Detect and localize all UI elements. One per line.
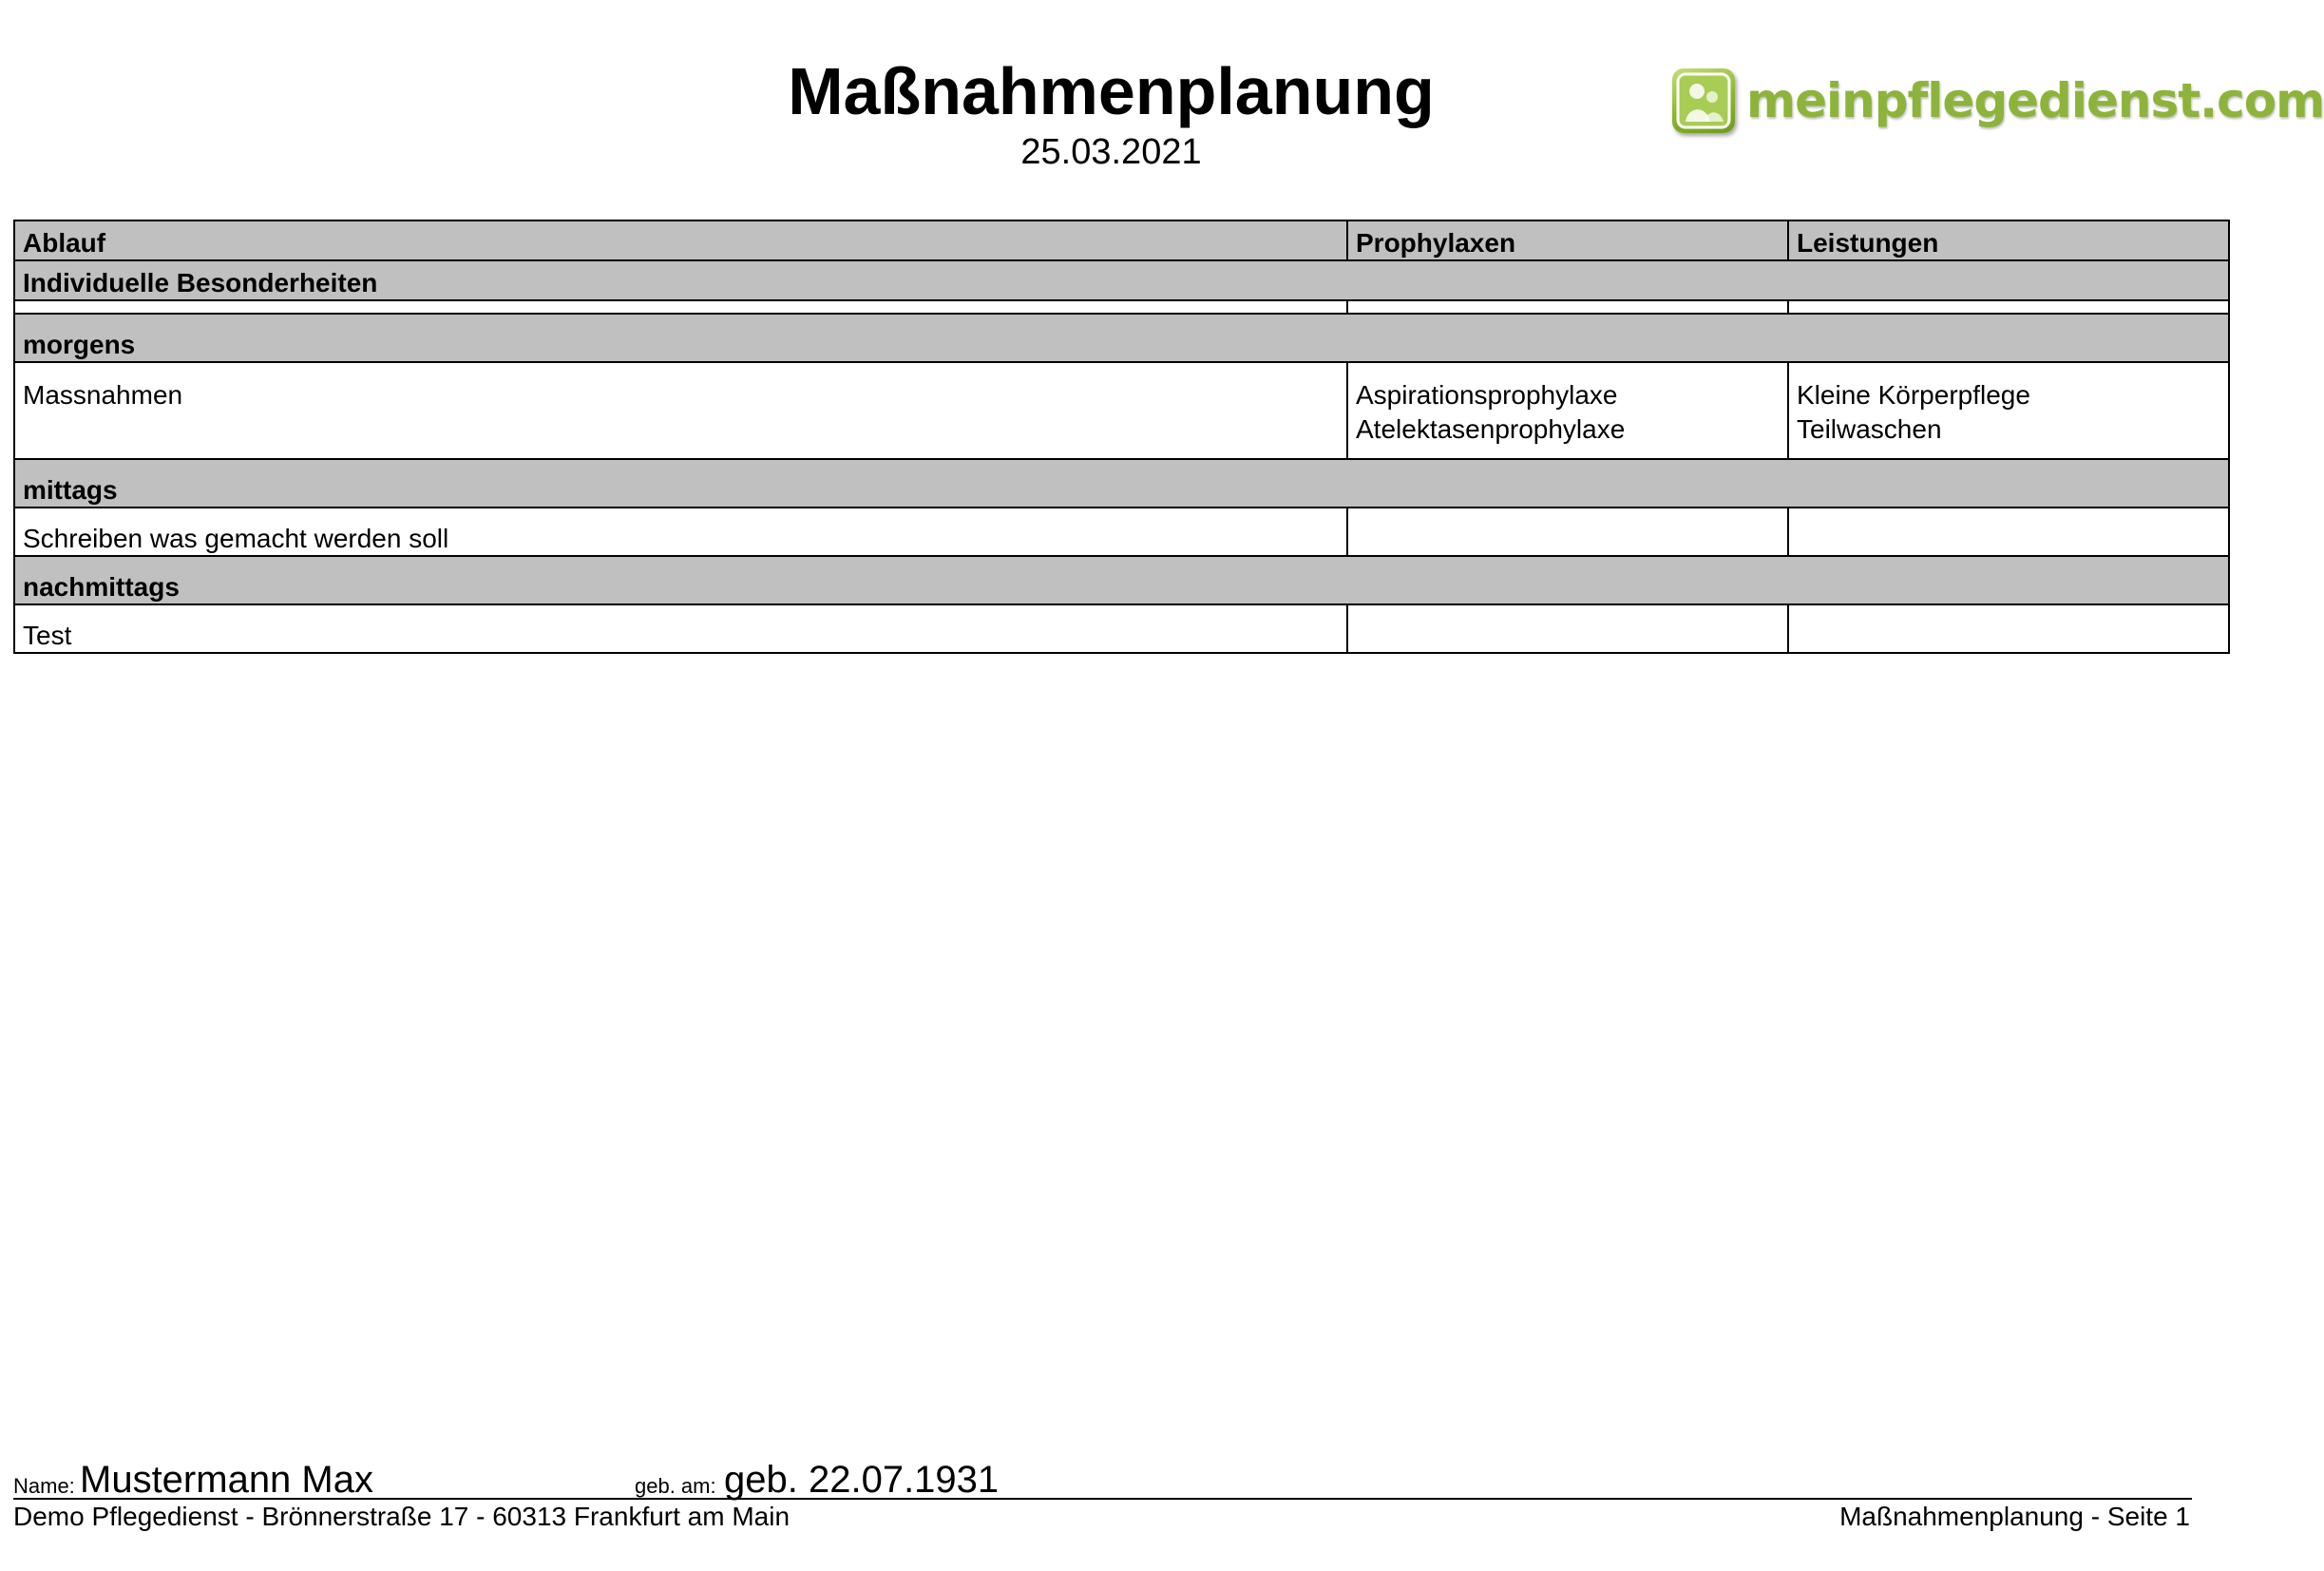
cell-leistungen: [1788, 604, 2229, 653]
company-address: Demo Pflegedienst - Brönnerstraße 17 - 60313 Frankfurt am Main: [13, 1502, 791, 1531]
section-label: Individuelle Besonderheiten: [14, 260, 2229, 300]
section-label: mittags: [14, 459, 2229, 508]
table-header-row: [14, 220, 2229, 260]
page-title: Maßnahmenplanung: [788, 54, 1435, 128]
table-row: [14, 604, 2229, 653]
cell-prophylaxen: [1347, 362, 1788, 459]
page-number: Maßnahmenplanung - Seite 1: [1839, 1502, 2190, 1531]
logo-text: meinpflegedienst.com: [1746, 73, 2324, 128]
birth-date-label: geb. am:: [635, 1474, 716, 1498]
patient-name-label: Name:: [13, 1474, 75, 1498]
leistung-item: Kleine Körperpflege: [1797, 380, 2030, 410]
cell-prophylaxen: [1347, 508, 1788, 556]
table-row: [14, 508, 2229, 556]
cell-ablauf: Schreiben was gemacht werden soll: [14, 508, 1347, 556]
document-date: 25.03.2021: [1020, 132, 1202, 172]
birth-date: geb. 22.07.1931: [724, 1459, 1000, 1501]
cell-ablauf: Massnahmen: [14, 362, 1347, 459]
cell-prophylaxen: [1347, 604, 1788, 653]
section-label: nachmittags: [14, 556, 2229, 604]
caregiver-logo-icon: [1672, 68, 1735, 133]
cell-ablauf: Test: [14, 604, 1347, 653]
column-header-prophylaxen: Prophylaxen: [1347, 220, 1788, 260]
patient-name: Mustermann Max: [80, 1459, 373, 1501]
measures-table: [13, 220, 2230, 654]
prophylaxe-item: Atelektasenprophylaxe: [1356, 414, 1626, 444]
column-header-leistungen: Leistungen: [1788, 220, 2229, 260]
section-row-mittags: [14, 459, 2229, 508]
cell-leistungen: [1788, 300, 2229, 314]
table-row: [14, 362, 2229, 459]
company-logo: [1672, 67, 2324, 135]
column-header-ablauf: Ablauf: [14, 220, 1347, 260]
cell-leistungen: [1788, 508, 2229, 556]
section-row-individuelle-besonderheiten: [14, 260, 2229, 300]
footer-divider: [13, 1498, 2192, 1500]
section-label: morgens: [14, 314, 2229, 362]
section-row-nachmittags: [14, 556, 2229, 604]
table-row: [14, 300, 2229, 314]
prophylaxe-item: Aspirationsprophylaxe: [1356, 380, 1618, 410]
cell-prophylaxen: [1347, 300, 1788, 314]
leistung-item: Teilwaschen: [1797, 414, 1942, 444]
cell-ablauf: [14, 300, 1347, 314]
cell-leistungen: [1788, 362, 2229, 459]
section-row-morgens: [14, 314, 2229, 362]
